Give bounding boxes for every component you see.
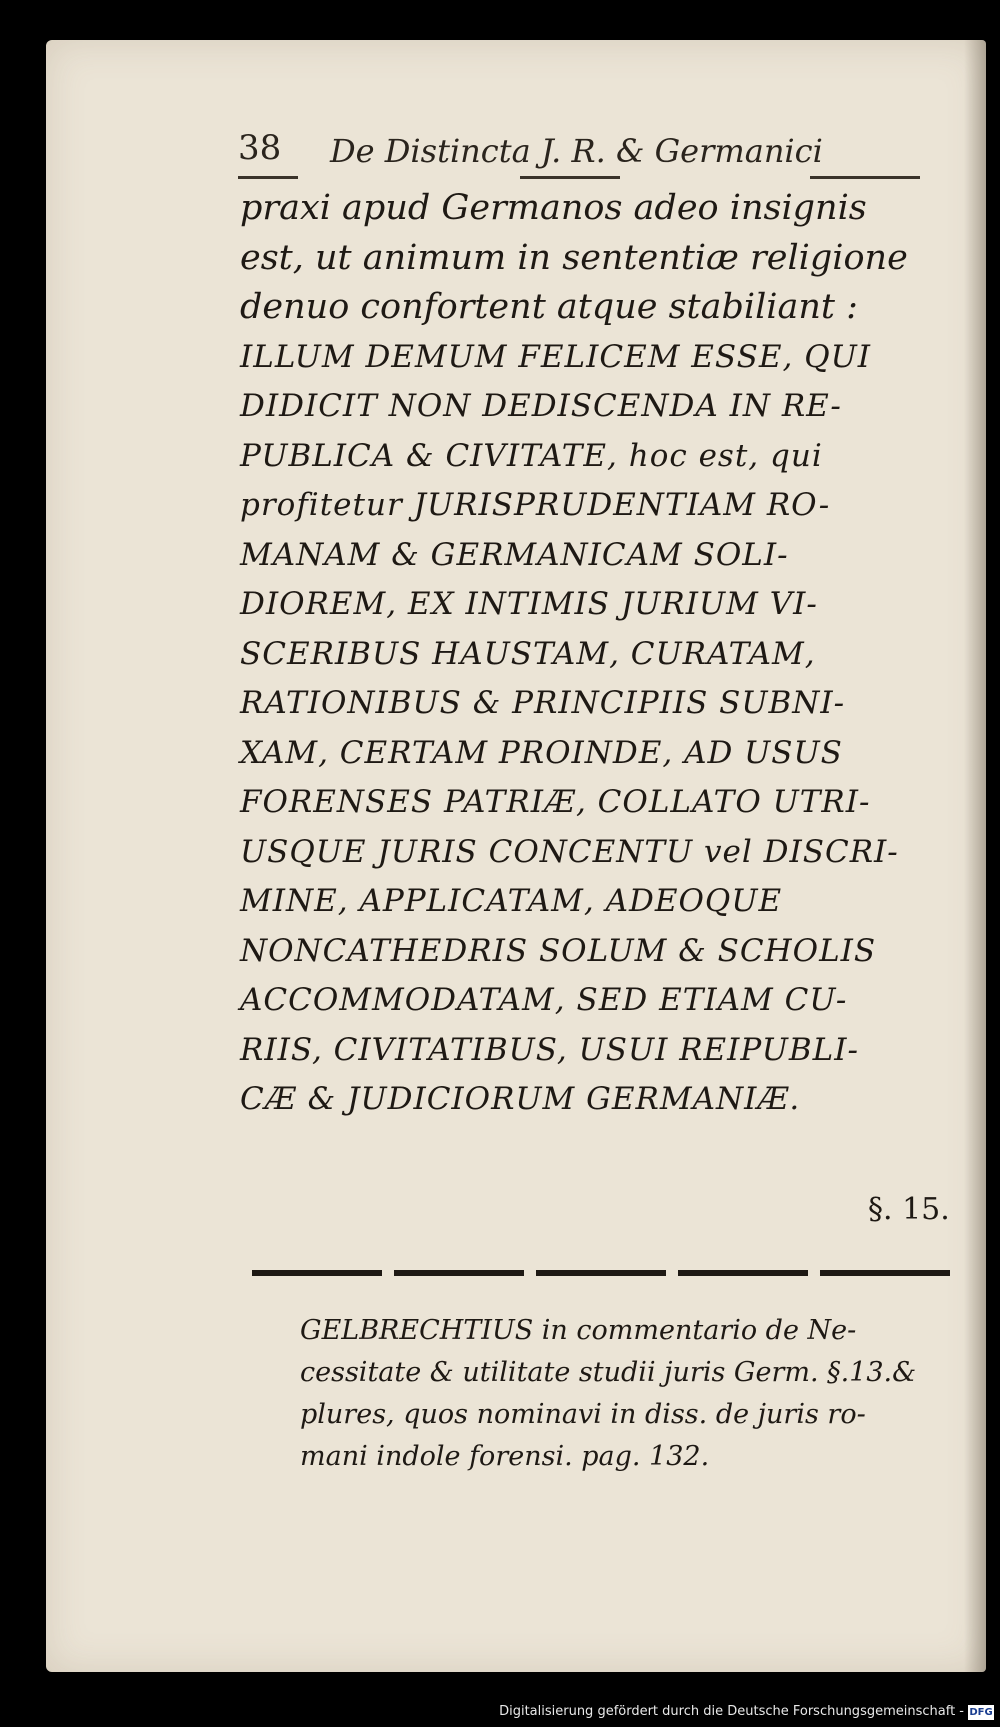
footnote-line: cessitate & utilitate studii juris Germ. §.13.&	[300, 1357, 917, 1388]
text-line: NONCATHEDRIS SOLUM & SCHOLIS	[240, 932, 877, 969]
footnote	[300, 1310, 970, 1478]
footnote-line: plures, quos nominavi in diss. de juris ro-	[300, 1399, 866, 1430]
running-head	[190, 128, 950, 178]
text-line: denuo confortent atque stabiliant :	[240, 287, 858, 327]
head-rule-center	[520, 176, 620, 179]
text-line: FORENSES PATRIÆ, COLLATO UTRI-	[240, 784, 871, 820]
text-line: RIIS, CIVITATIBUS, USUI REIPUBLI-	[240, 1031, 859, 1068]
text-line: ILLUM DEMUM FELICEM ESSE, QUI	[240, 338, 871, 375]
text-line: RATIONIBUS & PRINCIPIIS SUBNI-	[240, 685, 846, 721]
footer-bar	[0, 1700, 1000, 1727]
dfg-logo: DFG	[969, 1707, 993, 1718]
text-line: CÆ & JUDICIORUM GERMANIÆ.	[240, 1081, 801, 1117]
footnote-line: GELBRECHTIUS in commentario de Ne-	[300, 1315, 857, 1346]
running-title: De Distincta J. R. & Germanici	[330, 132, 823, 170]
text-line: profitetur JURISPRUDENTIAM RO-	[240, 487, 831, 523]
text-line: DIOREM, EX INTIMIS JURIUM VI-	[240, 586, 818, 622]
page-number: 38	[238, 128, 282, 168]
text-line: DIDICIT NON DEDISCENDA IN RE-	[240, 388, 842, 424]
text-line: MINE, APPLICATAM, ADEOQUE	[240, 883, 783, 919]
text-line: est, ut animum in sententiæ religione	[240, 237, 908, 278]
text-line: MANAM & GERMANICAM SOLI-	[240, 536, 789, 573]
main-text	[240, 184, 958, 1125]
footnote-line: mani indole forensi. pag. 132.	[300, 1441, 710, 1472]
funding-credit: Digitalisierung gefördert durch die Deutsche Forschungsgemeinschaft -	[499, 1704, 964, 1719]
text-line: SCERIBUS HAUSTAM, CURATAM,	[240, 635, 816, 672]
text-line: XAM, CERTAM PROINDE, AD USUS	[240, 734, 843, 771]
text-line: ACCOMMODATAM, SED ETIAM CU-	[240, 982, 848, 1018]
footnote-rule	[252, 1270, 962, 1276]
head-rule-right	[810, 176, 920, 179]
text-line: USQUE JURIS CONCENTU vel DISCRI-	[240, 833, 899, 870]
catchword: §. 15.	[868, 1192, 950, 1227]
head-rule-left	[238, 176, 298, 179]
text-line: PUBLICA & CIVITATE, hoc est, qui	[240, 437, 823, 474]
text-line: praxi apud Germanos adeo insignis	[240, 188, 867, 228]
